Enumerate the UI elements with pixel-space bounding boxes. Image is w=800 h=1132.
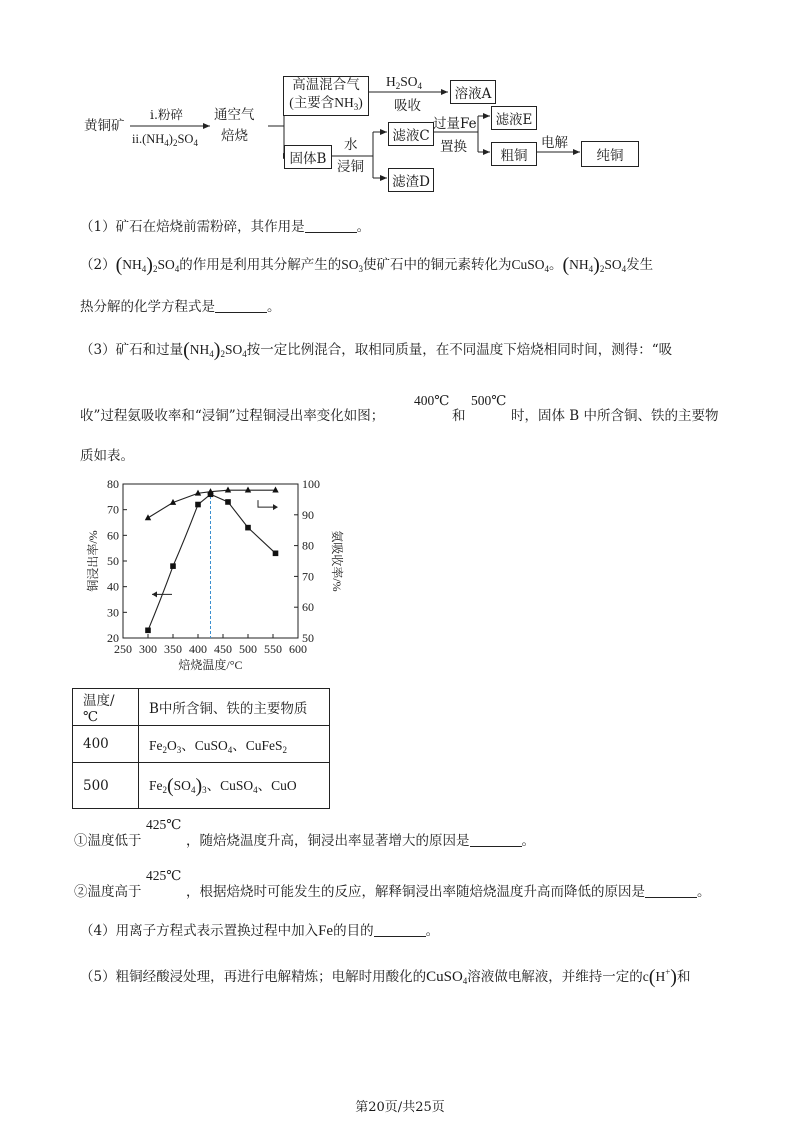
question-2-line1: $(2)(NH_4)_2SO_4$的作用是利用其分解产生的$SO_3$使矿石中的铜元素转化为CuSO$_4$。$(NH_4)_2SO_4$发生 [80,254,654,276]
table-header-cell: 温度/℃ [73,689,139,726]
subquestion-2-text: ，根据焙烧时可能发生的反应，解释铜浸出率随焙烧温度升高而降低的原因是 。 [186,884,711,900]
material-table [72,688,330,809]
x-tick-label: 500 [239,642,257,656]
solution-a-box: 溶液A [450,80,496,104]
x-tick-label: 400 [189,642,207,656]
air-label: 通空气 [214,107,255,123]
subquestion-2-temp: 425℃ [146,868,182,883]
displace-label: 置换 [440,139,467,155]
y-left-tick-label: 30 [107,605,119,620]
y-right-tick-label: 50 [302,631,314,645]
y-left-tick-label: 80 [107,477,119,491]
gas-mixture-box: 高温混合气 (主要含$NH_3$) [283,76,369,116]
left-axis-arrowhead [152,591,157,597]
x-tick-label: 600 [289,642,307,656]
pure-copper-box: 纯铜 [581,141,639,167]
question-3-line2b: 时，固体 B 中所含铜、铁的主要物 [511,408,719,424]
roast-label: 焙烧 [221,128,248,144]
data-point-square [195,502,201,508]
subquestion-1-text: ，随焙烧温度升高，铜浸出率显著增大的原因是 。 [186,833,535,849]
y-left-tick-label: 60 [107,528,119,543]
y-left-tick-label: 50 [107,554,119,568]
answer-blank [215,298,267,313]
water-label: 水 [344,137,358,153]
right-axis-arrowhead [273,504,278,510]
step-crush-label: i.粉碎 [150,107,183,122]
data-point-square [170,563,176,569]
filtrate-c-box: 滤液C [388,122,434,146]
filtrate-e-box: 滤液E [491,106,537,130]
data-point-square [225,499,231,505]
subquestion-1-temp: 425℃ [146,817,182,832]
table-header-cell: B中所含铜、铁的主要物质 [139,689,330,726]
data-point-square [245,525,251,531]
question-3-line1: （3）矿石和过量$(NH_4)_2SO_4$按一定比例混合，取相同质量，在不同温度下焙烧相同时间，测得：“吸 [80,339,673,361]
y-left-tick-label: 20 [107,631,119,645]
iron-label: 过量Fe [433,116,477,132]
y-right-tick-label: 90 [302,507,314,522]
and-label: 和 [452,408,466,424]
y-left-tick-label: 70 [107,502,119,517]
answer-blank [305,218,357,233]
data-point-triangle [225,487,231,493]
question-3-line2a: 收”过程氨吸收率和“浸铜”过程铜浸出率变化如图； [80,408,385,424]
chart-svg [86,474,366,674]
step-ammonium-sulfate-label: $ii.(NH_4)_2SO_4$ [132,132,198,148]
data-point-square [273,551,279,557]
table-header-row [73,689,330,726]
question-5: （5）粗铜经酸浸处理，再进行电解精炼；电解时用酸化的CuSO$_4$溶液做电解液，并维持一定的c(H+)和 [80,966,691,988]
question-1: （1）矿石在焙烧前需粉碎，其作用是 。 [80,219,371,235]
leach-label: 浸铜 [337,159,364,175]
x-tick-label: 550 [264,642,282,656]
data-point-square [145,628,151,634]
absorb-label: 吸收 [394,98,421,114]
y-right-tick-label: 70 [302,569,314,584]
data-point-triangle [272,487,278,493]
sulfuric-acid-label: $H_2SO_4$ [386,74,423,91]
table-cell: 400 [73,726,139,763]
table-cell: $Fe_2(SO_4)_3$、CuSO$_4$、CuO [139,763,330,809]
electrolysis-label: 电解 [541,135,568,151]
question-2-line2: 热分解的化学方程式是 。 [80,299,281,315]
y-left-axis-label: 铜浸出率/% [86,530,100,592]
x-tick-label: 300 [139,642,157,656]
ore-label: 黄铜矿 [84,118,125,134]
chart [86,474,366,674]
residue-d-box: 滤渣D [388,168,434,192]
answer-blank [470,832,522,847]
data-point-triangle [145,514,151,520]
answer-blank [645,883,697,898]
x-axis-label: 焙烧温度/°C [178,658,243,672]
subquestion-1-prefix: ①温度低于 [74,833,142,849]
table-row [73,763,330,809]
series-line [148,494,276,630]
solid-b-box: 固体B [284,145,332,169]
y-right-tick-label: 80 [302,538,314,553]
y-right-tick-label: 60 [302,600,314,615]
question-3-line3: 质如表。 [80,448,134,464]
table-cell: 500 [73,763,139,809]
subquestion-2-prefix: ②温度高于 [74,884,142,900]
crude-copper-box: 粗铜 [491,142,537,166]
answer-blank [374,922,426,937]
x-tick-label: 350 [164,642,182,656]
table-cell: $Fe_2O_3$、CuSO$_4$、CuFeS$_2$ [139,726,330,763]
temp-500-label: 500℃ [471,393,507,408]
y-right-axis-label: 氨吸收率/% [330,530,344,592]
x-tick-label: 250 [114,642,132,656]
x-tick-label: 450 [214,642,232,656]
y-right-tick-label: 100 [302,477,320,491]
question-4: （4）用离子方程式表示置换过程中加入Fe的目的 。 [80,923,440,939]
page-footer: 第20页/共25页 [355,1100,445,1115]
data-point-triangle [245,487,251,493]
temp-400-label: 400℃ [414,393,450,408]
y-left-tick-label: 40 [107,579,119,594]
table-row [73,726,330,763]
